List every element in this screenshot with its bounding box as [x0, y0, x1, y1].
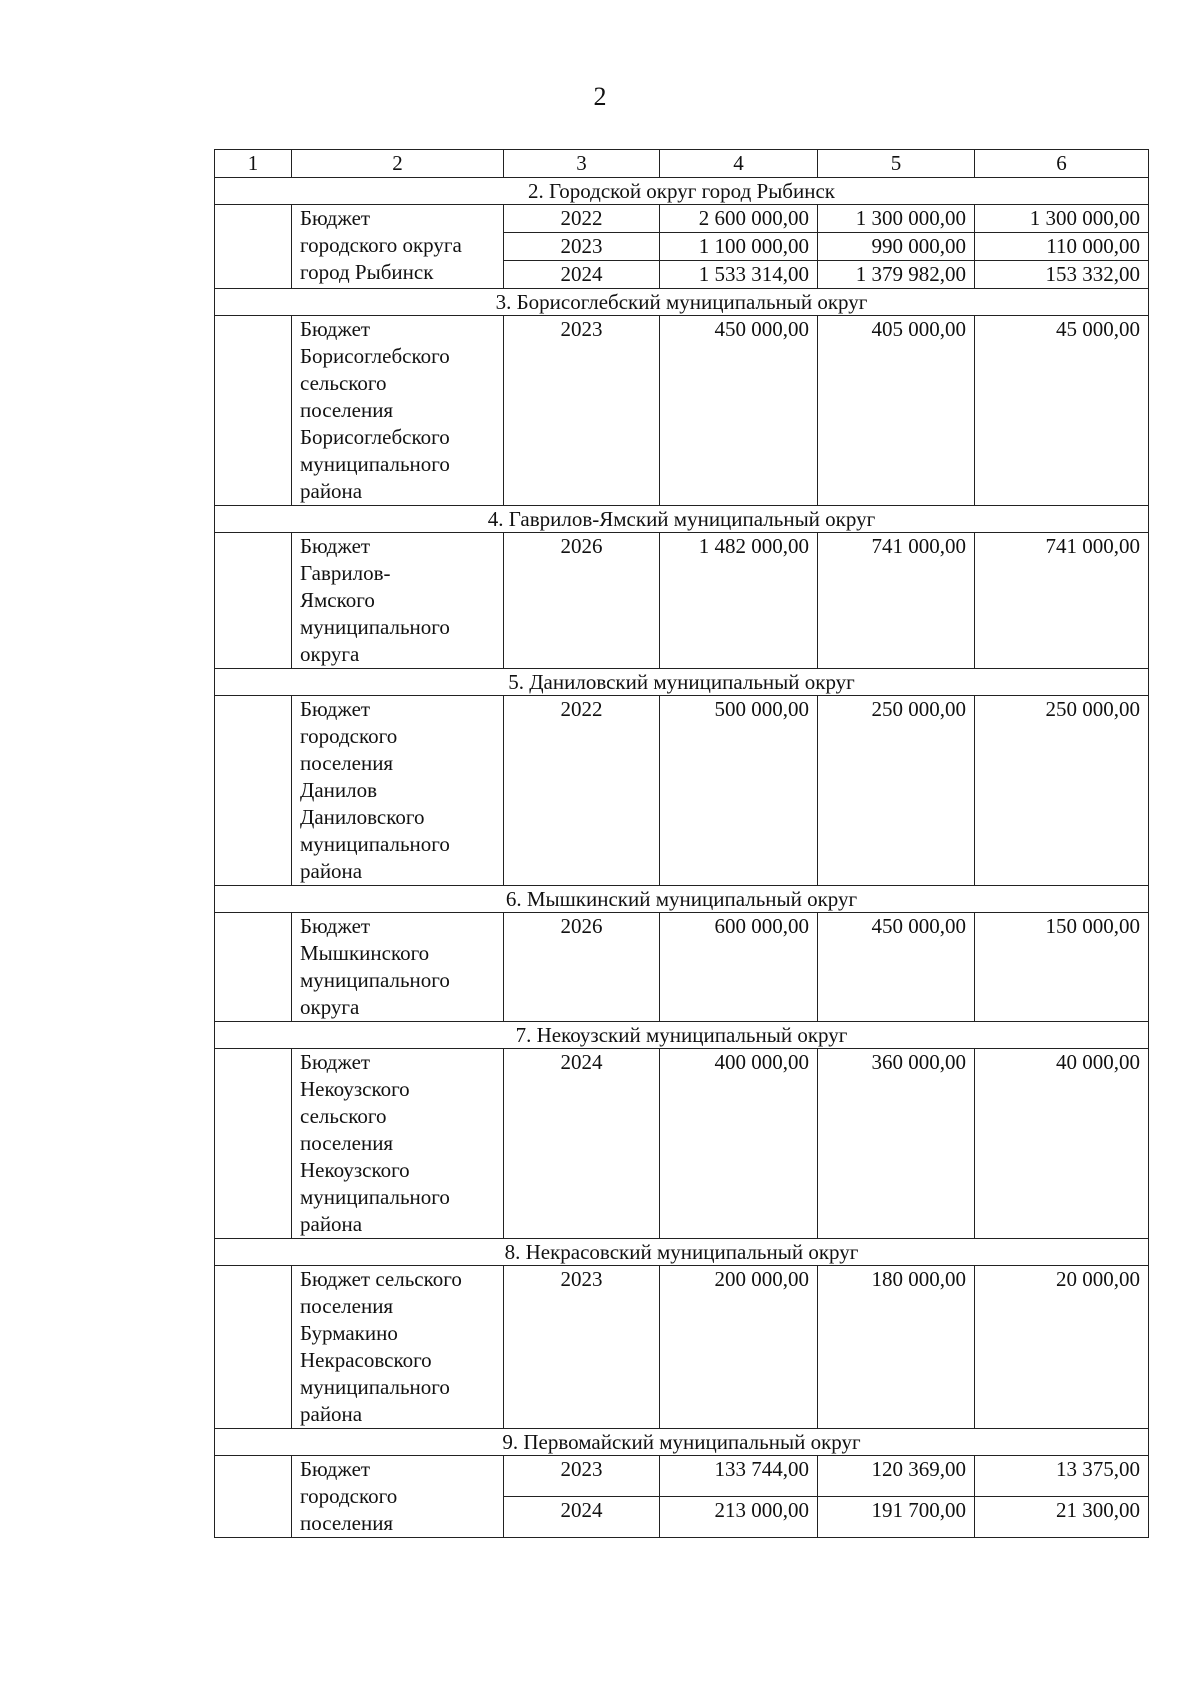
budget-name-cell — [292, 696, 504, 886]
budget-name-line: муниципального — [300, 615, 450, 639]
amount-col5-cell: 250 000,00 — [818, 696, 975, 886]
budget-name-line: муниципального — [300, 1375, 450, 1399]
table-row — [215, 913, 1149, 1022]
year-cell: 2024 — [504, 261, 660, 289]
year-cell: 2023 — [504, 1266, 660, 1429]
budget-name-cell — [292, 1456, 504, 1538]
amount-col5-cell: 191 700,00 — [818, 1497, 975, 1538]
budget-name-line: Бюджет — [300, 534, 371, 558]
budget-name-line: Некоузского — [300, 1158, 410, 1182]
budget-name-cell — [292, 205, 504, 289]
budget-name-line: муниципального — [300, 832, 450, 856]
budget-name-line: Борисоглебского — [300, 344, 450, 368]
amount-col6-cell: 45 000,00 — [975, 316, 1149, 506]
budget-name-line: поселения — [300, 1294, 394, 1318]
budget-table-body — [215, 150, 1149, 1538]
budget-name-line: городского — [300, 724, 398, 748]
row-number-cell — [215, 1049, 292, 1239]
budget-name-cell — [292, 533, 504, 669]
amount-total-cell: 200 000,00 — [660, 1266, 818, 1429]
table-row — [215, 205, 1149, 233]
amount-total-cell: 400 000,00 — [660, 1049, 818, 1239]
budget-table — [214, 149, 1149, 1538]
row-number-cell — [215, 913, 292, 1022]
amount-col5-cell: 741 000,00 — [818, 533, 975, 669]
budget-name-line: Бюджет — [300, 697, 371, 721]
amount-col5-cell: 360 000,00 — [818, 1049, 975, 1239]
budget-name-line: Борисоглебского — [300, 425, 450, 449]
budget-name-line: Мышкинского — [300, 941, 430, 965]
section-title-row — [215, 178, 1149, 205]
budget-name-line: городского — [300, 1484, 398, 1508]
amount-col5-cell: 450 000,00 — [818, 913, 975, 1022]
row-number-cell — [215, 696, 292, 886]
section-title: 9. Первомайский муниципальный округ — [215, 1429, 1149, 1456]
amount-total-cell: 1 533 314,00 — [660, 261, 818, 289]
budget-name-line: сельского — [300, 371, 387, 395]
section-title: 5. Даниловский муниципальный округ — [215, 669, 1149, 696]
amount-total-cell: 1 100 000,00 — [660, 233, 818, 261]
year-cell: 2026 — [504, 913, 660, 1022]
budget-name-line: Данилов — [300, 778, 378, 802]
budget-name-line: района — [300, 1402, 363, 1426]
budget-name-line: округа — [300, 995, 360, 1019]
amount-total-cell: 213 000,00 — [660, 1497, 818, 1538]
budget-name-cell — [292, 316, 504, 506]
column-header: 5 — [818, 150, 975, 178]
section-title-row — [215, 669, 1149, 696]
budget-name-line: город Рыбинск — [300, 260, 434, 284]
year-cell: 2023 — [504, 1456, 660, 1497]
amount-total-cell: 600 000,00 — [660, 913, 818, 1022]
row-number-cell — [215, 1456, 292, 1538]
section-title: 6. Мышкинский муниципальный округ — [215, 886, 1149, 913]
column-header: 4 — [660, 150, 818, 178]
amount-col6-cell: 21 300,00 — [975, 1497, 1149, 1538]
page-number: 2 — [593, 82, 607, 111]
table-row — [215, 1266, 1149, 1429]
budget-name-line: Бюджет — [300, 317, 371, 341]
budget-name-line: Бюджет — [300, 1457, 371, 1481]
budget-name-line: Некоузского — [300, 1077, 410, 1101]
row-number-cell — [215, 316, 292, 506]
budget-name-line: Некрасовского — [300, 1348, 432, 1372]
budget-name-line: округа — [300, 642, 360, 666]
budget-name-line: района — [300, 479, 363, 503]
year-cell: 2022 — [504, 696, 660, 886]
column-header: 1 — [215, 150, 292, 178]
budget-name-line: Ямского — [300, 588, 375, 612]
budget-name-line: Бюджет — [300, 914, 371, 938]
budget-name-line: муниципального — [300, 1185, 450, 1209]
row-number-cell — [215, 533, 292, 669]
column-header-row — [215, 150, 1149, 178]
amount-col5-cell: 405 000,00 — [818, 316, 975, 506]
amount-col6-cell: 153 332,00 — [975, 261, 1149, 289]
year-cell: 2026 — [504, 533, 660, 669]
amount-total-cell: 133 744,00 — [660, 1456, 818, 1497]
budget-name-line: Даниловского — [300, 805, 425, 829]
table-row — [215, 696, 1149, 886]
column-header: 6 — [975, 150, 1149, 178]
amount-total-cell: 1 482 000,00 — [660, 533, 818, 669]
budget-name-line: поселения — [300, 751, 394, 775]
budget-name-line: городского округа — [300, 233, 462, 257]
table-row — [215, 1456, 1149, 1497]
row-number-cell — [215, 1266, 292, 1429]
year-cell: 2022 — [504, 205, 660, 233]
section-title: 3. Борисоглебский муниципальный округ — [215, 289, 1149, 316]
column-header: 3 — [504, 150, 660, 178]
amount-col5-cell: 1 300 000,00 — [818, 205, 975, 233]
budget-name-line: сельского — [300, 1104, 387, 1128]
budget-name-line: поселения — [300, 1511, 394, 1535]
budget-name-line: Бурмакино — [300, 1321, 398, 1345]
amount-total-cell: 2 600 000,00 — [660, 205, 818, 233]
amount-col6-cell: 13 375,00 — [975, 1456, 1149, 1497]
section-title: 8. Некрасовский муниципальный округ — [215, 1239, 1149, 1266]
section-title-row — [215, 506, 1149, 533]
section-title-row — [215, 886, 1149, 913]
budget-name-cell — [292, 913, 504, 1022]
table-row — [215, 533, 1149, 669]
amount-col6-cell: 40 000,00 — [975, 1049, 1149, 1239]
year-cell: 2023 — [504, 316, 660, 506]
amount-col6-cell: 20 000,00 — [975, 1266, 1149, 1429]
amount-col6-cell: 1 300 000,00 — [975, 205, 1149, 233]
section-title-row — [215, 1022, 1149, 1049]
amount-total-cell: 450 000,00 — [660, 316, 818, 506]
amount-col6-cell: 741 000,00 — [975, 533, 1149, 669]
budget-name-line: поселения — [300, 398, 394, 422]
section-title: 7. Некоузский муниципальный округ — [215, 1022, 1149, 1049]
amount-col6-cell: 110 000,00 — [975, 233, 1149, 261]
budget-name-line: Бюджет — [300, 206, 371, 230]
budget-name-line: Бюджет сельского — [300, 1267, 462, 1291]
budget-name-line: Гаврилов- — [300, 561, 391, 585]
budget-name-cell — [292, 1049, 504, 1239]
section-title: 2. Городской округ город Рыбинск — [215, 178, 1149, 205]
budget-name-line: Бюджет — [300, 1050, 371, 1074]
year-cell: 2024 — [504, 1049, 660, 1239]
amount-col5-cell: 1 379 982,00 — [818, 261, 975, 289]
year-cell: 2023 — [504, 233, 660, 261]
budget-name-line: поселения — [300, 1131, 394, 1155]
amount-col6-cell: 150 000,00 — [975, 913, 1149, 1022]
budget-name-line: муниципального — [300, 452, 450, 476]
section-title-row — [215, 289, 1149, 316]
section-title-row — [215, 1239, 1149, 1266]
amount-col5-cell: 990 000,00 — [818, 233, 975, 261]
section-title-row — [215, 1429, 1149, 1456]
amount-col5-cell: 120 369,00 — [818, 1456, 975, 1497]
amount-total-cell: 500 000,00 — [660, 696, 818, 886]
amount-col5-cell: 180 000,00 — [818, 1266, 975, 1429]
budget-name-line: района — [300, 859, 363, 883]
row-number-cell — [215, 205, 292, 289]
amount-col6-cell: 250 000,00 — [975, 696, 1149, 886]
budget-name-line: района — [300, 1212, 363, 1236]
budget-name-line: муниципального — [300, 968, 450, 992]
section-title: 4. Гаврилов-Ямский муниципальный округ — [215, 506, 1149, 533]
column-header: 2 — [292, 150, 504, 178]
budget-name-cell — [292, 1266, 504, 1429]
table-row — [215, 316, 1149, 506]
year-cell: 2024 — [504, 1497, 660, 1538]
table-row — [215, 1049, 1149, 1239]
